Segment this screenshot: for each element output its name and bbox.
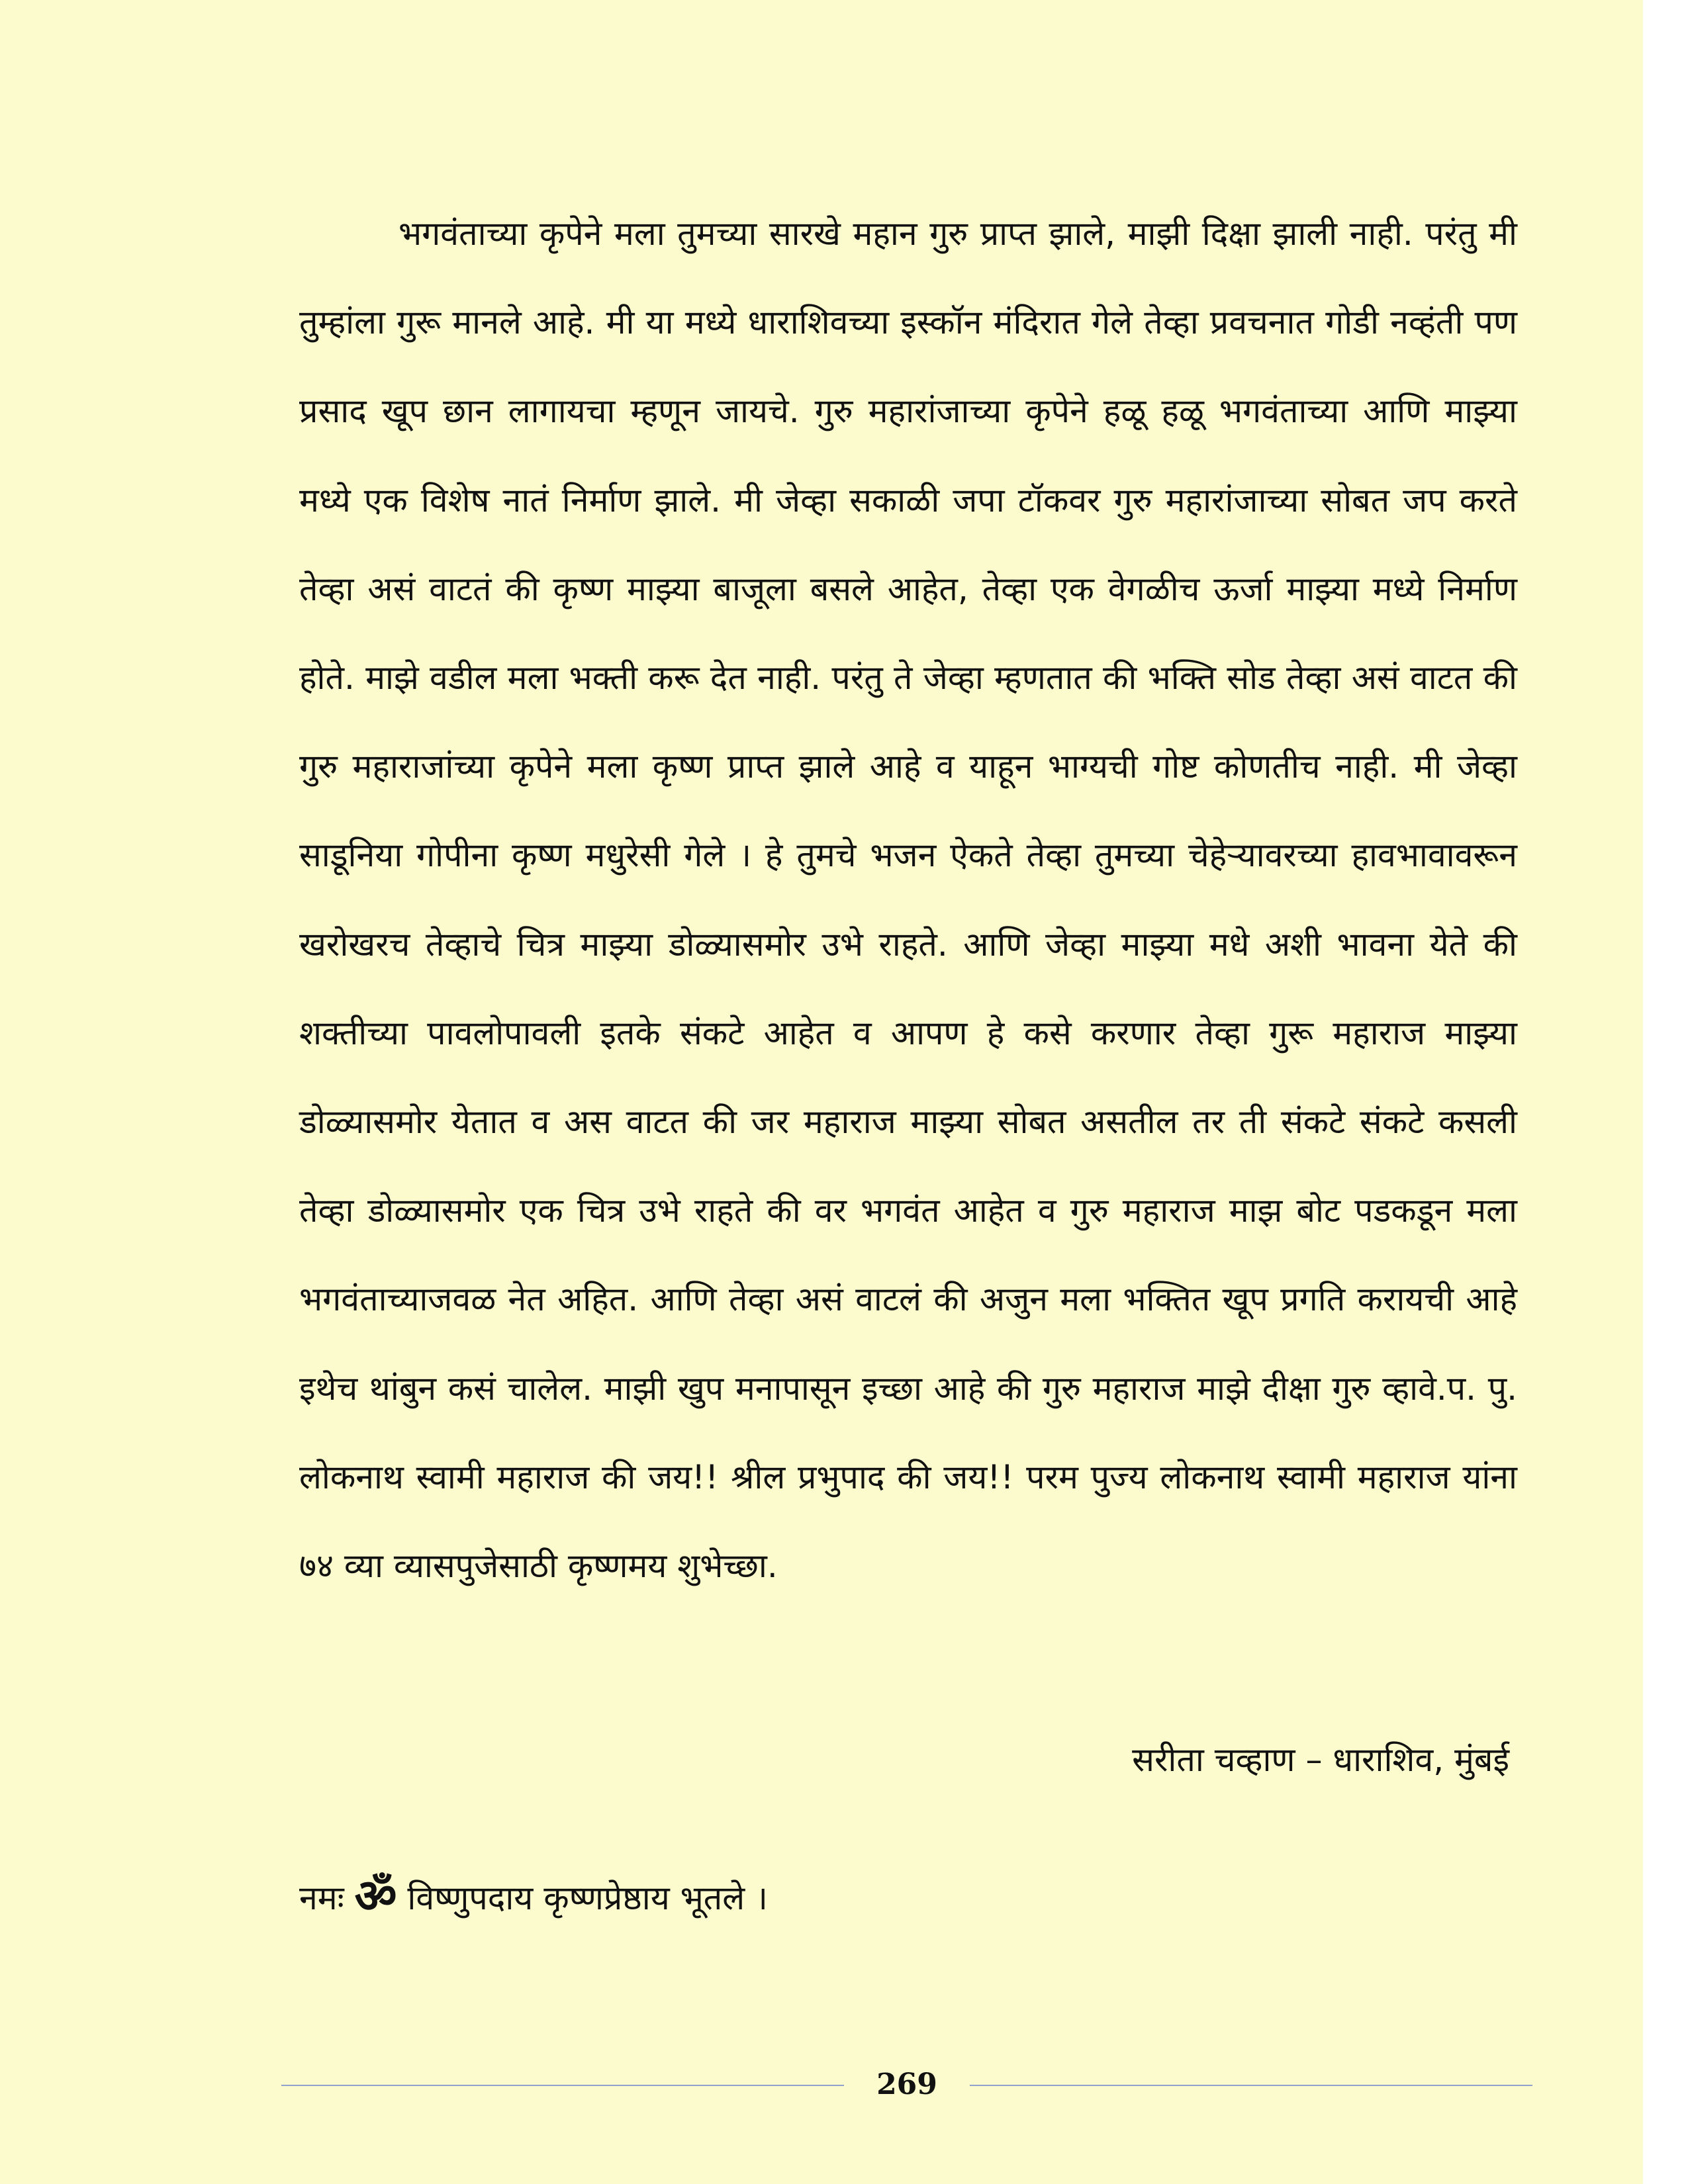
body-paragraph: भगवंताच्या कृपेने मला तुमच्या सारखे महान गुरु प्राप्त झाले, माझी दिक्षा झाली नाही. परंतु मी तुम्हांला गुरू मानले आहे. मी या मध्ये धाराशिवच्या इस्कॉन मंदिरात गेले तेव्हा प्रवचनात गोडी नव्हंती पण प्रसाद खूप छान लागायचा म्हणून जायचे. गुरु महारांजाच्या कृपेने हळू हळू भगवंताच्या आणि माझ्या मध्ये एक विशेष नातं निर्माण झाले. मी जेव्हा सकाळी जपा टॉकवर गुरु महारांजाच्या सोबत जप करते तेव्हा असं वाटतं की कृष्ण माझ्या बाजूला बसले आहेत, तेव्हा एक वेगळीच ऊर्जा माझ्या मध्ये निर्माण होते. माझे वडील मला भक्ती करू देत नाही. परंतु ते जेव्हा म्हणतात की भक्ति सोड तेव्हा असं वाटत की गुरु महाराजांच्या कृपेने मला कृष्ण प्राप्त झाले आहे व याहून भाग्यची गोष्ट कोणतीच नाही. मी जेव्हा साडूनिया गोपीना कृष्ण मधुरेसी गेले । हे तुमचे भजन ऐकते तेव्हा तुमच्या चेहेऱ्यावरच्या हावभावावरून खरोखरच तेव्हाचे चित्र माझ्या डोळ्यासमोर उभे राहते. आणि जेव्हा माझ्या मधे अशी भावना येते की शक्तीच्या पावलोपावली इतके संकटे आहेत व आपण हे कसे करणार तेव्हा गुरू महाराज माझ्या डोळ्यासमोर येतात व अस वाटत की जर महाराज माझ्या सोबत असतील तर ती संकटे संकटे कसली तेव्हा डोळ्यासमोर एक चित्र उभे राहते की वर भगवंत आहेत व गुरु महाराज माझ बोट पडकडून मला भगवंताच्याजवळ नेत अहित. आणि तेव्हा असं वाटलं की अजुन मला भक्तित खूप प्रगति करायची आहे इथेच थांबुन कसं चालेल. माझी खुप मनापासून इच्छा आहे की गुरु महाराज माझे दीक्षा गुरु व्हावे.प. पु. लोकनाथ स्वामी महाराज की जय!! श्रील प्रभुपाद की जय!! परम पुज्य लोकनाथ स्वामी महाराज यांना ७४ व्या व्यासपुजेसाठी कृष्णमय शुभेच्छा. <box>299 214 1517 1586</box>
om-symbol: ॐ <box>354 1869 397 1923</box>
footer-rule-left <box>281 2085 844 2086</box>
mantra-text: विष्णुपदाय कृष्णप्रेष्ठाय भूतले । <box>407 1879 768 1917</box>
page-number: 269 <box>876 2068 937 2101</box>
mantra-prefix: नमः <box>299 1879 344 1917</box>
footer-rule-right <box>970 2085 1532 2086</box>
author-signature: सरीता चव्हाण – धाराशिव, मुंबई <box>1132 1741 1509 1779</box>
mantra-line <box>299 1866 768 1928</box>
